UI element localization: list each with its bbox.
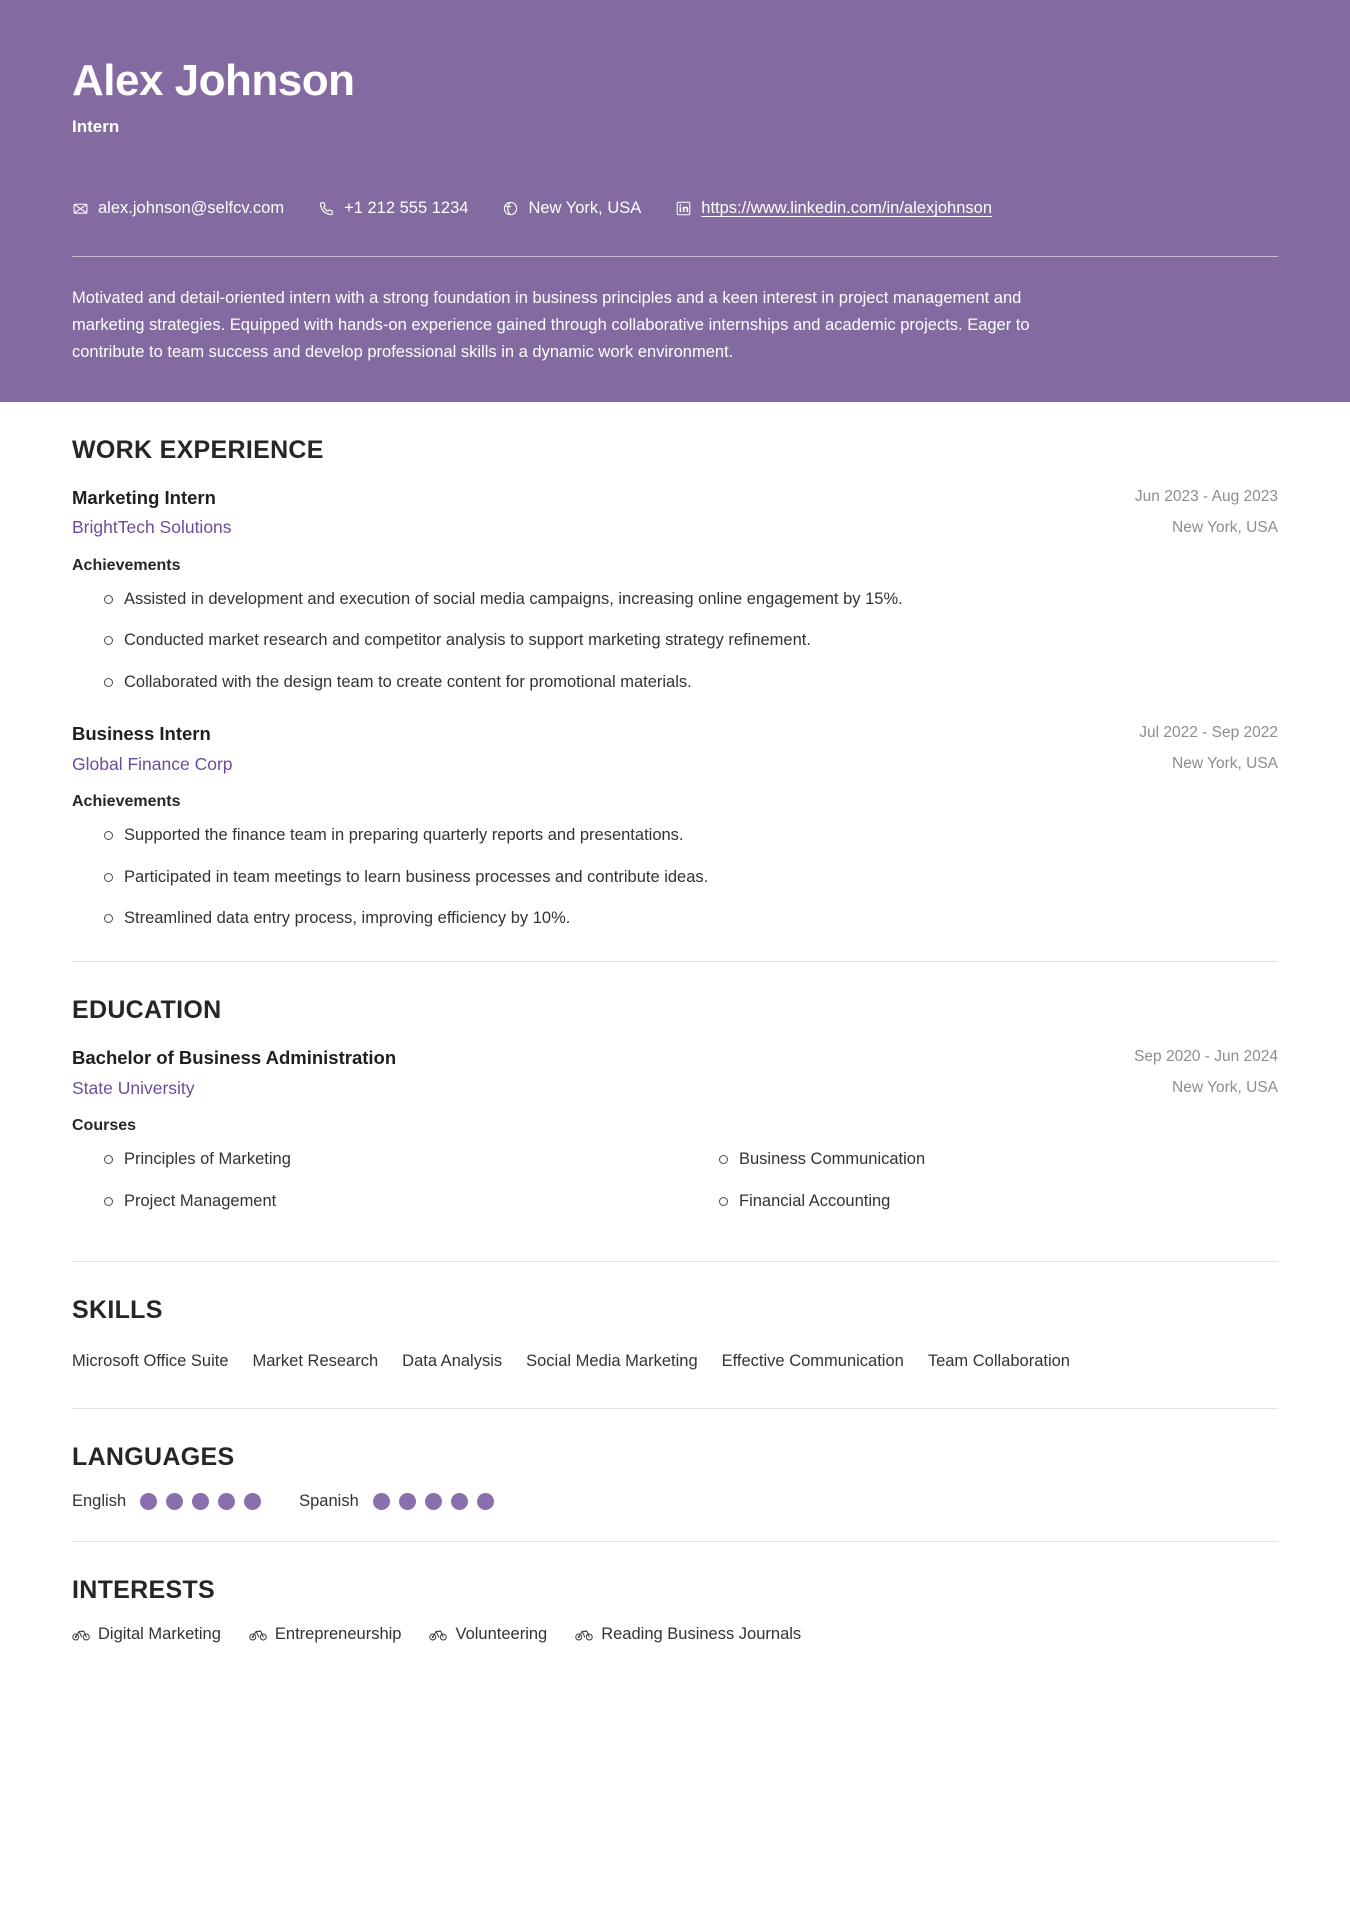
level-dot <box>140 1493 157 1510</box>
course-item: Project Management <box>72 1189 663 1214</box>
section-title-work: WORK EXPERIENCE <box>72 435 324 464</box>
language-item <box>72 1492 261 1511</box>
skill-item: Microsoft Office Suite <box>72 1351 229 1370</box>
entry-location: New York, USA <box>1172 1079 1278 1097</box>
entry-sublabel: Achievements <box>72 792 181 810</box>
achievement-item: Conducted market research and competitor analysis to support marketing strategy refinement. <box>72 628 1278 653</box>
work-entry-list <box>72 485 1278 932</box>
skill-item: Market Research <box>252 1351 379 1370</box>
language-level-dots <box>373 1493 494 1510</box>
entry-header <box>72 721 1278 777</box>
job-title: Marketing Intern <box>72 486 216 508</box>
level-dot <box>244 1493 261 1510</box>
course-item: Financial Accounting <box>687 1189 1278 1231</box>
work-entry <box>72 721 1278 931</box>
skill-item: Effective Communication <box>721 1351 904 1370</box>
globe-icon <box>502 200 519 217</box>
achievement-list <box>72 823 1278 931</box>
interest-label: Entrepreneurship <box>274 1624 402 1643</box>
achievement-item: Collaborated with the design team to create content for promotional materials. <box>72 670 1278 695</box>
language-name: English <box>72 1491 127 1510</box>
language-name: Spanish <box>299 1491 359 1510</box>
entry-meta <box>1135 485 1278 540</box>
interest-label: Digital Marketing <box>98 1624 221 1643</box>
company-name: Global Finance Corp <box>72 753 233 774</box>
contact-item-envelope <box>72 197 284 220</box>
section-languages <box>72 1409 1278 1511</box>
entry-meta <box>1139 721 1278 776</box>
interest-label: Volunteering <box>455 1624 548 1643</box>
level-dot <box>192 1493 209 1510</box>
level-dot <box>373 1493 390 1510</box>
contact-text: New York, USA <box>528 199 642 218</box>
skills-list <box>72 1345 1278 1378</box>
achievement-list <box>72 587 1278 695</box>
achievement-item: Assisted in development and execution of social media campaigns, increasing online engagement by 15%. <box>72 587 1278 612</box>
section-title-interests: INTERESTS <box>72 1575 215 1604</box>
language-item <box>299 1492 494 1511</box>
section-title-skills: SKILLS <box>72 1295 163 1324</box>
language-level-dots <box>140 1493 261 1510</box>
bicycle-icon <box>72 1627 90 1641</box>
interest-item <box>575 1625 801 1644</box>
level-dot <box>166 1493 183 1510</box>
degree-title: Bachelor of Business Administration <box>72 1047 397 1069</box>
course-item: Business Communication <box>687 1147 1278 1172</box>
contact-item-phone <box>318 197 468 220</box>
contact-text: +1 212 555 1234 <box>344 199 469 218</box>
skill-item: Team Collaboration <box>927 1351 1070 1370</box>
company-name: BrightTech Solutions <box>72 517 232 538</box>
entry-meta <box>1134 1045 1278 1100</box>
bicycle-icon <box>249 1627 267 1641</box>
interest-item <box>249 1625 402 1644</box>
section-title-languages: LANGUAGES <box>72 1442 235 1471</box>
level-dot <box>399 1493 416 1510</box>
resume-body <box>0 402 1350 1684</box>
school-name: State University <box>72 1077 195 1098</box>
entry-left <box>72 485 1111 541</box>
job-title: Business Intern <box>72 722 211 744</box>
phone-icon <box>318 200 335 217</box>
bicycle-icon <box>575 1627 593 1641</box>
languages-list <box>72 1492 1278 1511</box>
candidate-role: Intern <box>72 117 120 137</box>
entry-date: Jun 2023 - Aug 2023 <box>1134 487 1278 505</box>
interest-item <box>429 1625 547 1644</box>
resume-header <box>0 0 1350 402</box>
candidate-name: Alex Johnson <box>72 56 355 105</box>
profile-summary: Motivated and detail-oriented intern with a strong foundation in business principles and a keen interest in project management and marketing strategies. Equipped with hands-on experience gained through collaborative internships and academic projects. Eager to contribute to team success and develop professional skills in a dynamic work environment. <box>72 289 1030 361</box>
skill-item: Data Analysis <box>402 1351 503 1370</box>
contact-row <box>72 197 1278 220</box>
contact-text: alex.johnson@selfcv.com <box>98 199 285 218</box>
section-work-experience <box>72 402 1278 932</box>
entry-left <box>72 1045 1110 1101</box>
interest-label: Reading Business Journals <box>601 1624 802 1643</box>
achievement-item: Streamlined data entry process, improving efficiency by 10%. <box>72 906 1278 931</box>
course-item: Principles of Marketing <box>72 1147 663 1172</box>
course-list <box>72 1147 1278 1231</box>
contact-text[interactable]: https://www.linkedin.com/in/alexjohnson <box>701 199 992 218</box>
bicycle-icon <box>429 1627 447 1641</box>
header-divider <box>72 256 1278 257</box>
entry-location: New York, USA <box>1172 518 1278 536</box>
contact-item-globe <box>502 197 641 220</box>
level-dot <box>425 1493 442 1510</box>
entry-left <box>72 721 1115 777</box>
linkedin-icon <box>675 200 692 217</box>
interests-list <box>72 1625 1278 1644</box>
entry-date: Sep 2020 - Jun 2024 <box>1134 1048 1278 1066</box>
contact-item-linkedin[interactable] <box>675 197 992 220</box>
entry-sublabel: Achievements <box>72 556 181 574</box>
entry-header <box>72 1045 1278 1101</box>
skill-item: Social Media Marketing <box>526 1351 698 1370</box>
entry-sublabel: Courses <box>72 1117 137 1135</box>
interest-item <box>72 1625 221 1644</box>
section-education <box>72 962 1278 1231</box>
entry-location: New York, USA <box>1172 754 1278 772</box>
entry-header <box>72 485 1278 541</box>
level-dot <box>451 1493 468 1510</box>
level-dot <box>218 1493 235 1510</box>
education-entry <box>72 1045 1278 1231</box>
level-dot <box>477 1493 494 1510</box>
section-title-education: EDUCATION <box>72 996 222 1025</box>
work-entry <box>72 485 1278 695</box>
section-interests <box>72 1542 1278 1684</box>
achievement-item: Participated in team meetings to learn business processes and contribute ideas. <box>72 865 1278 890</box>
section-skills <box>72 1262 1278 1378</box>
achievement-item: Supported the finance team in preparing quarterly reports and presentations. <box>72 823 1278 848</box>
entry-date: Jul 2022 - Sep 2022 <box>1139 723 1278 741</box>
education-entry-list <box>72 1045 1278 1231</box>
envelope-icon <box>72 200 89 217</box>
